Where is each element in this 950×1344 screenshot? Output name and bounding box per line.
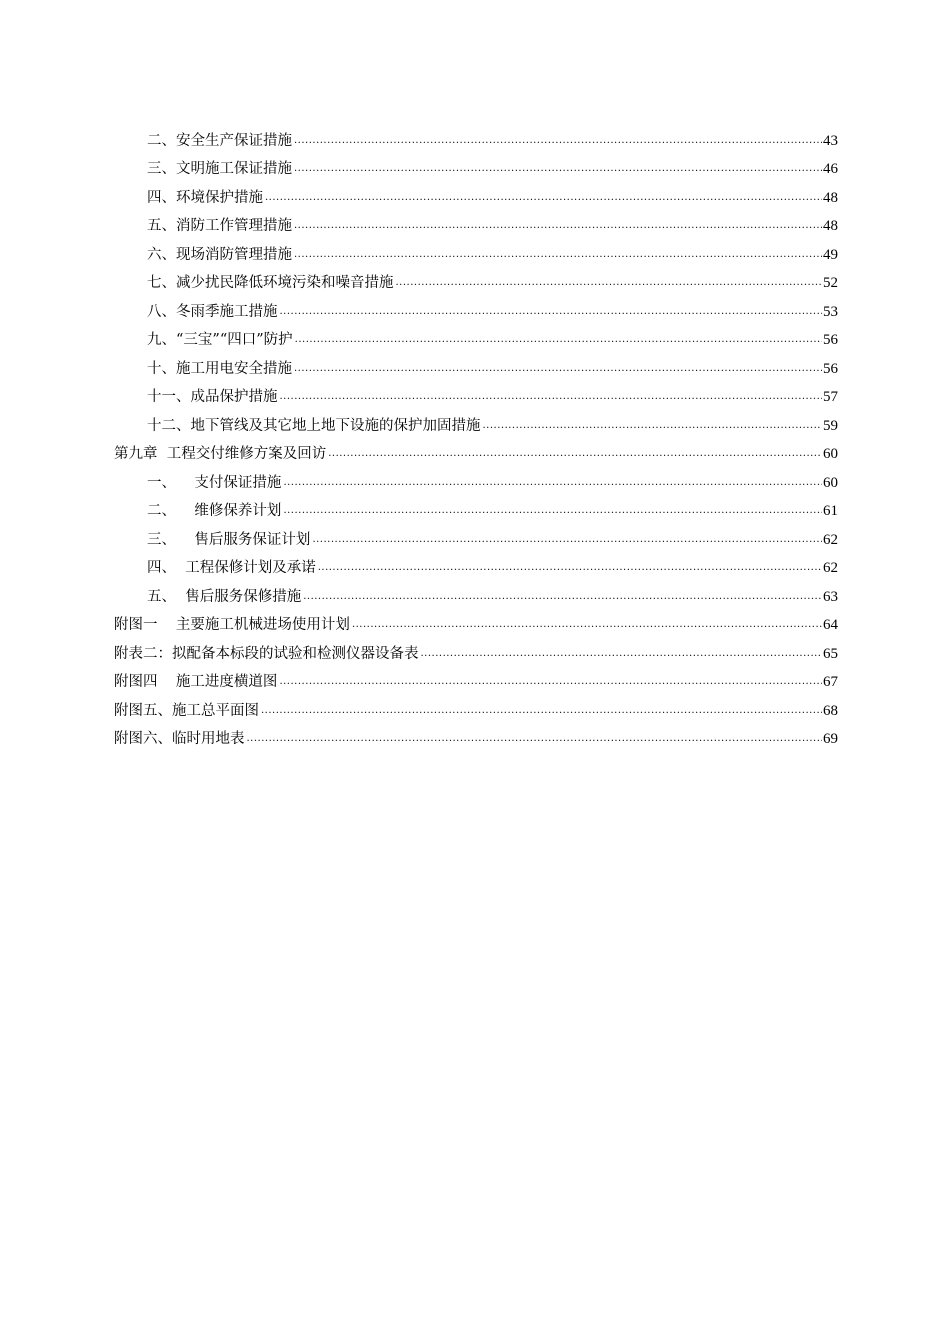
toc-entry-page-number[interactable]: 52 <box>823 275 838 291</box>
toc-entry-page-number[interactable]: 59 <box>823 417 838 434</box>
toc-entry[interactable] <box>114 208 838 237</box>
toc-entry-page-number[interactable]: 48 <box>823 218 838 234</box>
toc-entry[interactable] <box>114 122 838 151</box>
toc-entry-title[interactable]: 八、冬雨季施工措施 <box>147 303 278 320</box>
toc-dot-leader <box>396 275 823 291</box>
toc-entry-title[interactable]: 附表二：拟配备本标段的试验和检测仪器设备表 <box>114 645 419 662</box>
toc-entry-page-number[interactable]: 56 <box>823 360 838 377</box>
toc-entry[interactable] <box>114 721 838 750</box>
toc-dot-leader <box>294 218 822 234</box>
toc-entry[interactable] <box>114 578 838 607</box>
toc-entry-title[interactable]: 第九章 工程交付维修方案及回访 <box>114 446 327 462</box>
toc-dot-leader <box>280 389 823 405</box>
toc-entry-title[interactable]: 十、施工用电安全措施 <box>147 360 292 377</box>
toc-dot-leader <box>294 361 822 377</box>
toc-entry-page-number[interactable]: 48 <box>823 189 838 206</box>
toc-entry-title[interactable]: 九、“三宝”“四口”防护 <box>147 332 293 348</box>
toc-dot-leader <box>294 247 822 263</box>
toc-entry-title[interactable]: 附图六、临时用地表 <box>114 731 245 747</box>
toc-entry[interactable] <box>114 464 838 493</box>
toc-entry-page-number[interactable]: 49 <box>823 246 838 263</box>
toc-entry-page-number[interactable]: 56 <box>823 332 838 348</box>
toc-entry-title[interactable]: 七、减少扰民降低环境污染和噪音措施 <box>147 275 394 291</box>
toc-dot-leader <box>247 731 823 747</box>
toc-entry-page-number[interactable]: 62 <box>823 531 838 548</box>
toc-entry-title[interactable]: 四、环境保护措施 <box>147 189 263 206</box>
toc-entry[interactable] <box>114 692 838 721</box>
toc-dot-leader <box>283 503 822 519</box>
toc-dot-leader <box>421 646 823 662</box>
toc-entry[interactable] <box>114 293 838 322</box>
toc-dot-leader <box>294 161 822 177</box>
toc-entry[interactable] <box>114 179 838 208</box>
toc-entry-title[interactable]: 附图五、施工总平面图 <box>114 702 259 719</box>
toc-entry-title[interactable]: 十一、成品保护措施 <box>147 389 278 405</box>
toc-entry[interactable] <box>114 550 838 579</box>
toc-entry-page-number[interactable]: 67 <box>823 674 838 690</box>
toc-entry[interactable] <box>114 379 838 408</box>
toc-dot-leader <box>483 418 823 434</box>
toc-entry-title[interactable]: 六、现场消防管理措施 <box>147 246 292 263</box>
toc-entry-page-number[interactable]: 53 <box>823 303 838 320</box>
toc-dot-leader <box>261 703 822 719</box>
toc-dot-leader <box>294 133 822 149</box>
toc-entry-page-number[interactable]: 68 <box>823 702 838 719</box>
toc-entry-page-number[interactable]: 62 <box>823 560 838 576</box>
toc-entry-title[interactable]: 一、 支付保证措施 <box>147 474 282 491</box>
toc-entry-title[interactable]: 四、 工程保修计划及承诺 <box>147 560 316 576</box>
toc-entry[interactable] <box>114 635 838 664</box>
toc-dot-leader <box>328 446 822 462</box>
toc-entry-page-number[interactable]: 46 <box>823 161 838 177</box>
toc-dot-leader <box>352 617 822 633</box>
toc-dot-leader <box>318 560 822 576</box>
toc-entry-page-number[interactable]: 61 <box>823 503 838 519</box>
toc-entry-title[interactable]: 五、 售后服务保修措施 <box>147 588 302 605</box>
toc-dot-leader <box>295 332 822 348</box>
toc-entry-title[interactable]: 三、 售后服务保证计划 <box>147 531 311 548</box>
toc-entry[interactable] <box>114 407 838 436</box>
toc-entry[interactable] <box>114 151 838 180</box>
table-of-contents <box>114 122 838 749</box>
toc-entry-title[interactable]: 五、消防工作管理措施 <box>147 218 292 234</box>
toc-entry[interactable] <box>114 265 838 294</box>
toc-entry-page-number[interactable]: 43 <box>823 132 838 149</box>
toc-entry[interactable] <box>114 664 838 693</box>
toc-dot-leader <box>312 532 822 548</box>
toc-entry[interactable] <box>114 436 838 465</box>
toc-entry-page-number[interactable]: 69 <box>823 731 838 747</box>
toc-entry[interactable] <box>114 493 838 522</box>
toc-entry[interactable] <box>114 350 838 379</box>
toc-entry-title[interactable]: 二、安全生产保证措施 <box>147 132 292 149</box>
toc-entry-page-number[interactable]: 65 <box>823 645 838 662</box>
toc-dot-leader <box>303 589 822 605</box>
toc-entry-page-number[interactable]: 63 <box>823 588 838 605</box>
toc-entry[interactable] <box>114 322 838 351</box>
toc-entry-page-number[interactable]: 60 <box>823 446 838 462</box>
toc-entry-title[interactable]: 附图四 施工进度横道图 <box>114 674 278 690</box>
toc-dot-leader <box>280 304 823 320</box>
toc-dot-leader <box>265 190 822 206</box>
toc-entry-title[interactable]: 三、文明施工保证措施 <box>147 161 292 177</box>
toc-dot-leader <box>283 475 822 491</box>
toc-entry-page-number[interactable]: 57 <box>823 389 838 405</box>
toc-entry[interactable] <box>114 236 838 265</box>
toc-entry[interactable] <box>114 521 838 550</box>
toc-entry-title[interactable]: 附图一 主要施工机械进场使用计划 <box>114 617 350 633</box>
toc-entry-page-number[interactable]: 64 <box>823 617 838 633</box>
toc-entry[interactable] <box>114 607 838 636</box>
toc-entry-title[interactable]: 十二、地下管线及其它地上地下设施的保护加固措施 <box>147 417 481 434</box>
toc-entry-title[interactable]: 二、 维修保养计划 <box>147 503 282 519</box>
toc-entry-page-number[interactable]: 60 <box>823 474 838 491</box>
toc-dot-leader <box>279 674 822 690</box>
